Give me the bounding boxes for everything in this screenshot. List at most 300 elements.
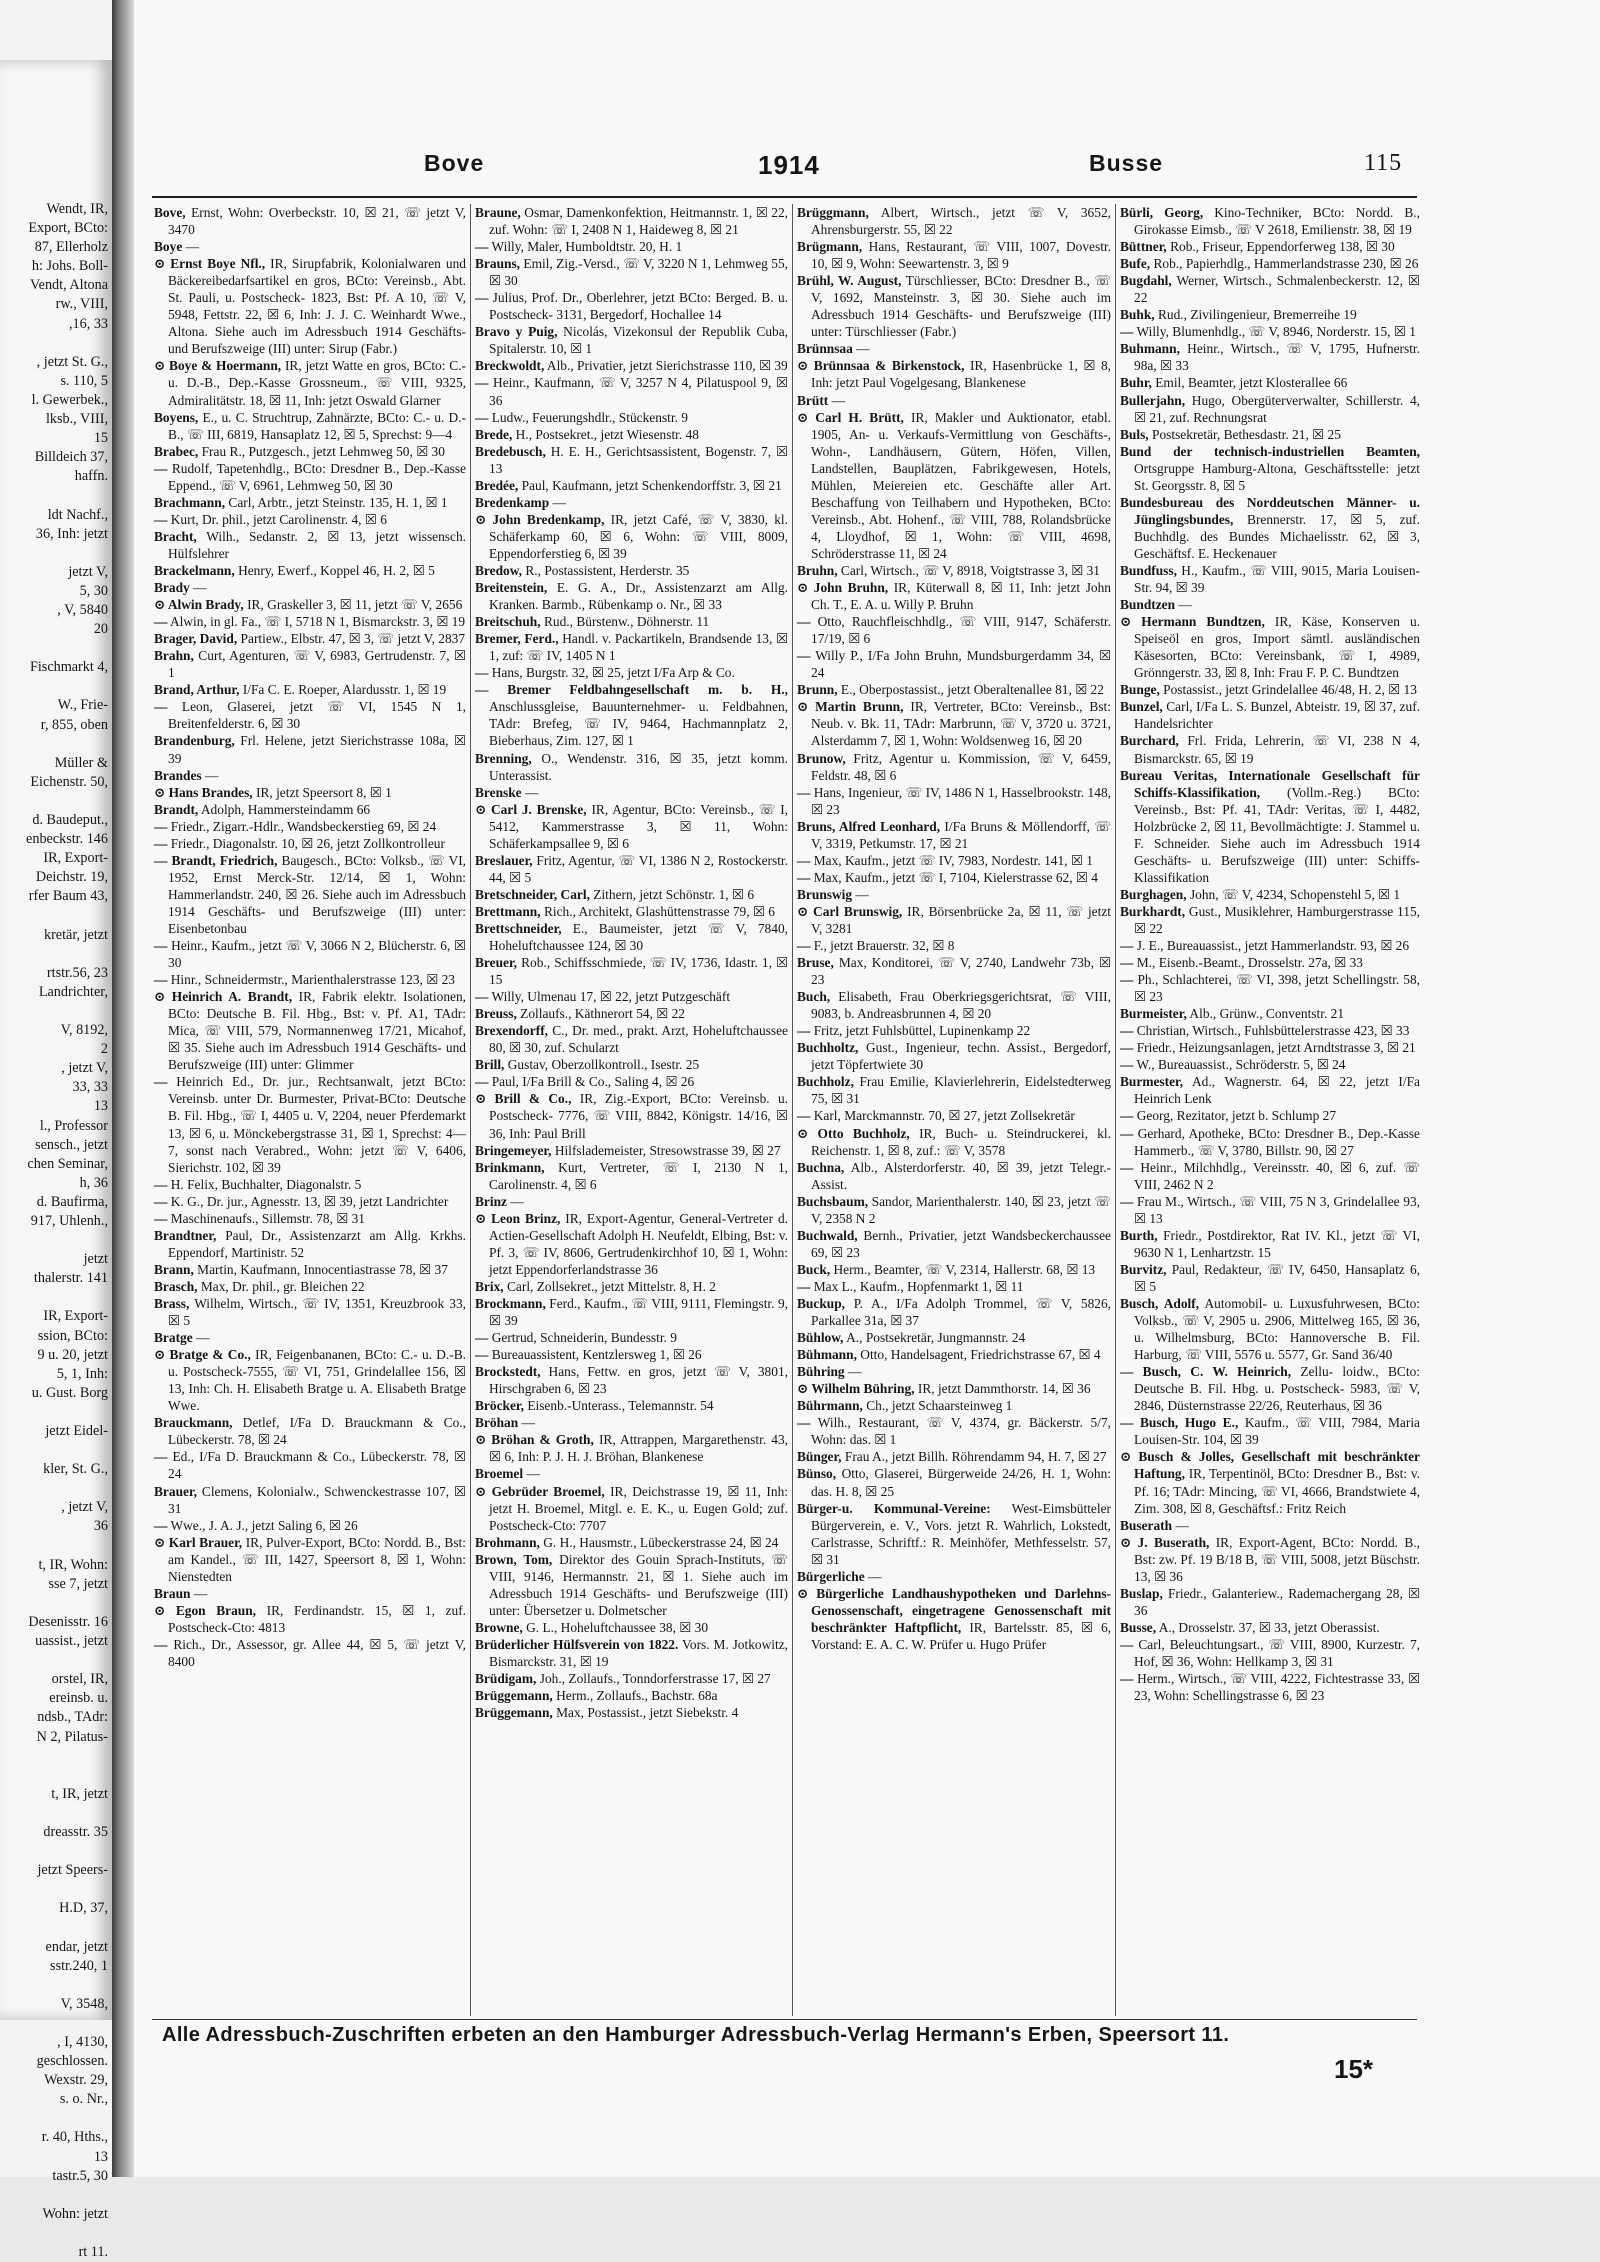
- entry-details: Direktor des Gouin Sprach-Instituts, ☏ VIII, 9146, Hermannstr. 21, ☒ 1. Siehe auch im Adressbuch 1914 Geschäfts- und Berufszweige (III) unter: Übersetzer u. Dolmetscher: [489, 1551, 788, 1618]
- entry-details: Carl, Beleuchtungsart., ☏ VIII, 8900, Kurzestr. 7, Hof, ☒ 36, Wohn: Hellkamp 3, ☒ 31: [1133, 1636, 1420, 1669]
- entry-details: Paul, I/Fa Brill & Co., Saling 4, ☒ 26: [488, 1074, 695, 1090]
- header-left-keyword: Bove: [424, 150, 485, 176]
- previous-page-line: s. 110, 5: [60, 372, 108, 389]
- entry-name: Bureau Veritas, Internationale Gesellschaft für Schiffs-Klassifikation,: [1120, 767, 1420, 800]
- entry-details: Rich., Architekt, Glashüttenstrasse 79, ☒ 6: [540, 903, 775, 919]
- directory-entry: [1120, 374, 1420, 391]
- previous-page-line: [2, 334, 108, 353]
- previous-page-line: Wendt, IR,: [46, 201, 108, 217]
- entry-details: O., Wendenstr. 316, ☒ 35, jetzt komm. Unterassist.: [489, 750, 788, 783]
- previous-page-line: [2, 677, 108, 696]
- entry-name: — Bremer Feldbahngesellschaft m. b. H.,: [475, 682, 788, 698]
- entry-details: John, ☏ V, 4234, Schopenstehl 5, ☒ 1: [1186, 886, 1401, 902]
- directory-entry: [154, 647, 466, 681]
- entry-details: E., u. C. Struchtrup, Zahnärzte, BCto: C.- u. D.-B., ☏ III, 6819, Hansaplatz 12, ☒ 5, Sprechst: 9—4: [168, 409, 466, 442]
- directory-entry: [475, 1397, 788, 1414]
- entry-name: Büttner,: [1120, 239, 1167, 255]
- entry-details: Heinr., Wirtsch., ☏ V, 1795, Hufnerstr. 98a, ☒ 33: [1134, 341, 1420, 374]
- entry-details: Max, Konditorei, ☏ V, 2740, Landwehr 73b, ☒ 23: [811, 955, 1111, 988]
- directory-entry: [475, 1022, 788, 1056]
- directory-entry: [1120, 1619, 1420, 1636]
- entry-name: Breuss,: [475, 1006, 517, 1022]
- entry-name: Bundtzen: [1120, 597, 1176, 613]
- entry-details: Frau M., Wirtsch., ☏ VIII, 75 N 3, Grindelallee 93, ☒ 13: [1133, 1193, 1420, 1226]
- entry-details: Zellu- loidw., BCto: Deutsche B. Fil. Hbg. u. Postscheck- 5983, ☏ V, 2846, Düsternstrasse 22/26, Reuterhaus, ☒ 36: [1134, 1364, 1420, 1414]
- entry-name: —: [154, 938, 168, 954]
- entry-details: Christian, Wirtsch., Fuhlsbüttelerstrasse 423, ☒ 33: [1133, 1023, 1410, 1039]
- entry-name: ⊙ Bröhan & Groth,: [475, 1432, 594, 1448]
- previous-page-line: V, 8192,: [60, 1022, 108, 1039]
- directory-entry: [475, 630, 788, 664]
- entry-details: A., Drosselstr. 37, ☒ 33, jetzt Oberassist.: [1156, 1619, 1380, 1635]
- entry-details: —: [864, 1568, 882, 1584]
- entry-name: —: [475, 375, 489, 391]
- entry-name: Buch,: [797, 989, 831, 1005]
- directory-entry: [154, 1193, 466, 1210]
- previous-page-line: , jetzt V,: [61, 1060, 108, 1077]
- entry-details: Hans, Restaurant, ☏ VIII, 1007, Dovestr. 10, ☒ 9, Wohn: Seewartenstr. 3, ☒ 9: [811, 239, 1111, 272]
- entry-name: —: [1120, 1159, 1134, 1175]
- header-right-keyword: Busse: [1089, 150, 1164, 176]
- directory-entry: [154, 852, 466, 937]
- entry-name: Burmester,: [1120, 1074, 1184, 1090]
- previous-page-line: d. Baufirma,: [36, 1193, 108, 1210]
- previous-page-line: 5, 1, Inh:: [56, 1365, 108, 1382]
- previous-page-line: [2, 1002, 108, 1021]
- column-2: [475, 204, 788, 2016]
- entry-details: Fritz, Agentur, ☏ VI, 1386 N 2, Rostockerstr. 44, ☒ 5: [489, 852, 788, 885]
- entry-name: —: [475, 665, 489, 681]
- entry-details: Leon, Glaserei, jetzt ☏ VI, 1545 N 1, Breitenfelderstr. 6, ☒ 30: [167, 699, 466, 732]
- previous-page-line: ndsb., TAdr:: [37, 1709, 108, 1726]
- entry-details: Friedr., Diagonalstr. 10, ☒ 26, jetzt Zollkontrolleur: [167, 835, 445, 851]
- previous-page-line: [2, 1766, 108, 1785]
- entry-name: —: [1120, 955, 1134, 971]
- previous-page-line: [2, 2109, 108, 2128]
- directory-entry: [154, 681, 466, 698]
- entry-name: Burth,: [1120, 1227, 1158, 1243]
- entry-details: Max L., Kaufm., Hopfenmarkt 1, ☒ 11: [810, 1278, 1024, 1294]
- entry-details: —: [549, 494, 566, 510]
- entry-name: Burchard,: [1120, 733, 1179, 749]
- directory-entry: [1120, 1073, 1420, 1107]
- previous-page-line: t, IR, Wohn:: [38, 1556, 108, 1573]
- directory-entry: [1120, 1363, 1420, 1414]
- directory-entry: [154, 1534, 466, 1585]
- entry-details: Ph., Schlachterei, ☏ VI, 398, jetzt Schellingstr. 58, ☒ 23: [1133, 972, 1420, 1005]
- entry-details: Osmar, Damenkonfektion, Heitmannstr. 1, ☒ 22, zuf. Wohn: ☏ I, 2408 N 1, Haideweg 8, ☒ 21: [489, 205, 788, 238]
- previous-page-line: 15: [93, 430, 108, 447]
- entry-name: —: [475, 239, 489, 255]
- directory-entry: [1120, 732, 1420, 766]
- directory-entry: [1120, 238, 1420, 255]
- entry-details: F., jetzt Brauerstr. 32, ☒ 8: [810, 938, 955, 954]
- directory-entry: [475, 1295, 788, 1329]
- previous-page-line: uassist., jetzt: [35, 1633, 108, 1650]
- previous-page-line: Landrichter,: [38, 983, 108, 1000]
- entry-details: —: [182, 239, 200, 255]
- entry-details: Alwin, in gl. Fa., ☏ I, 5718 N 1, Bismarckstr. 3, ☒ 19: [167, 614, 466, 630]
- previous-page-line: r, 855, oben: [40, 716, 108, 733]
- entry-details: IR, Vertreter, BCto: Vereinsb., Bst: Neub. v. Bk. 11, TAdr: Marbrunn, ☏ V, 3720 u. 3721, Alsterdamm 7, ☒ 1, Wohn: Woldsenweg 16, ☒ 20: [811, 699, 1111, 749]
- previous-page-line: [2, 792, 108, 811]
- previous-page-line: jetzt: [83, 1251, 108, 1268]
- directory-entry: [475, 664, 788, 681]
- entry-name: ⊙ John Bruhn,: [797, 580, 889, 596]
- entry-details: I/Fa Bruns & Möllendorff, ☏ V, 3319, Petkumstr. 17, ☒ 21: [811, 818, 1111, 851]
- previous-page-line: N 2, Pilatus-: [36, 1728, 108, 1745]
- directory-entry: [1120, 306, 1420, 323]
- directory-entry: [154, 1517, 466, 1534]
- entry-name: Busch, Adolf,: [1120, 1296, 1200, 1311]
- entry-name: Buserath: [1120, 1517, 1173, 1533]
- entry-details: Alb., Alsterdorferstr. 40, ☒ 39, jetzt Telegr.-Assist.: [811, 1159, 1111, 1192]
- directory-entry: [475, 954, 788, 988]
- directory-entry: [475, 204, 788, 238]
- directory-entry: [154, 1176, 466, 1193]
- previous-page-line: geschlossen.: [36, 2053, 108, 2070]
- entry-details: Rud., Zivilingenieur, Bremerreihe 19: [1154, 307, 1357, 323]
- directory-entry: [154, 698, 466, 732]
- entry-details: Werner, Wirtsch., Schmalenbeckerstr. 12, ☒ 22: [1134, 273, 1420, 306]
- previous-page-line: haffn.: [74, 468, 108, 485]
- previous-page-line: kretär, jetzt: [43, 926, 108, 943]
- entry-name: Bühmann,: [797, 1347, 857, 1363]
- previous-page-line: , V, 5840: [57, 601, 108, 618]
- column-divider: [792, 204, 793, 2016]
- signature-mark: 15*: [1334, 2054, 1374, 2084]
- entry-name: Buhmann,: [1120, 341, 1180, 357]
- entry-details: IR, Hasenbrücke 1, ☒ 8, Inh: jetzt Paul Vogelgesang, Blankenese: [811, 358, 1111, 391]
- previous-page-line: rw., VIII,: [55, 296, 108, 313]
- entry-details: Willy, Maler, Humboldtstr. 20, H. 1: [488, 239, 683, 255]
- entry-name: Bunzel,: [1120, 699, 1163, 715]
- entry-details: Hilfslademeister, Stresowstrasse 39, ☒ 27: [551, 1142, 781, 1158]
- entry-name: Brinz: [475, 1193, 507, 1209]
- entry-details: Friedr., Heizungsanlagen, jetzt Arndtstrasse 3, ☒ 21: [1133, 1040, 1416, 1056]
- entry-details: Ortsgruppe Hamburg-Altona, Geschäftsstelle: jetzt St. Georgsstr. 8, ☒ 5: [1134, 460, 1420, 493]
- entry-name: Brüggemann,: [475, 1688, 553, 1704]
- directory-entry: [154, 409, 466, 443]
- entry-details: —: [1175, 597, 1192, 613]
- directory-entry: [797, 784, 1111, 818]
- directory-entry: [797, 818, 1111, 852]
- previous-page-line: Fischmarkt 4,: [29, 659, 108, 676]
- directory-entry: [1120, 1005, 1420, 1022]
- entry-details: —: [190, 1585, 208, 1601]
- column-divider: [1115, 204, 1116, 2016]
- entry-details: Frl. Frida, Lehrerin, ☏ VI, 238 N 4, Bismarckstr. 65, ☒ 19: [1134, 733, 1420, 766]
- entry-details: —: [844, 1364, 862, 1380]
- directory-entry: [1120, 954, 1420, 971]
- directory-entry: [475, 562, 788, 579]
- directory-entry: [797, 238, 1111, 272]
- previous-page-line: Vendt, Altona: [29, 277, 108, 294]
- directory-entry: [475, 1534, 788, 1551]
- directory-entry: [797, 937, 1111, 954]
- entry-details: —: [828, 392, 845, 408]
- entry-details: IR, Makler und Auktionator, etabl. 1905, An- u. Verkaufs-Vermittlung von Geschäfts-, Wohn-, Landhäusern, Gütern, Höfen, Villen, Landstellen, Bauplätzen, Fabrikgewesen, Hotels, Mühlen, Meiereien etc. Geschäfte aller Art. Beschaffung von Teilhabern und Hypotheken, BCto: Vereinsb., Abt. Hohenf., ☏ VIII, 788, Rolandsbrücke 4, Lloydhof, ☒ 1, Wohn: ☏ VIII, 4698, Schröderstrasse 11, ☒ 24: [811, 409, 1111, 561]
- directory-entry: [797, 1295, 1111, 1329]
- entry-name: Bringemeyer,: [475, 1142, 552, 1158]
- entry-details: Bernh., Privatier, jetzt Wandsbeckerchaussee 69, ☒ 23: [811, 1227, 1111, 1260]
- entry-details: Partiew., Elbstr. 47, ☒ 3, ☏ jetzt V, 2837: [237, 631, 466, 647]
- entry-name: Brandtner,: [154, 1227, 217, 1243]
- entry-details: Otto, Glaserei, Bürgerweide 24/26, H. 1, Wohn: das. H. 8, ☒ 25: [811, 1466, 1111, 1499]
- entry-details: Friedr., Postdirektor, Rat IV. Kl., jetzt ☏ VI, 9630 N 1, Lenhartzstr. 15: [1134, 1227, 1420, 1260]
- previous-page-line: Eichenstr. 50,: [30, 773, 108, 790]
- entry-details: —: [201, 767, 219, 783]
- entry-name: Bundfuss,: [1120, 562, 1177, 578]
- entry-name: —: [1120, 1193, 1134, 1209]
- entry-name: Burghagen,: [1120, 886, 1187, 902]
- entry-details: Paul, Dr., Assistenzarzt am Allg. Krkhs. Eppendorf, Martinistr. 52: [168, 1227, 466, 1260]
- entry-details: E., Baumeister, jetzt ☏ V, 7840, Hoheluftchaussee 124, ☒ 30: [489, 920, 788, 954]
- entry-name: Bröcker,: [475, 1398, 524, 1414]
- directory-entry: [154, 511, 466, 528]
- entry-name: —: [1120, 1057, 1134, 1073]
- entry-details: Wilh., Sedanstr. 2, ☒ 13, jetzt wissensch. Hülfslehrer: [168, 528, 466, 561]
- entry-name: Breckwoldt,: [475, 358, 545, 374]
- entry-details: G. L., Hoheluftchaussee 38, ☒ 30: [522, 1619, 709, 1635]
- directory-entry: [797, 886, 1111, 903]
- column-4: [1120, 204, 1420, 2016]
- entry-details: Bureauassistent, Kentzlersweg 1, ☒ 26: [488, 1347, 702, 1363]
- entry-name: —: [475, 1330, 489, 1346]
- previous-page-line: 9 u. 20, jetzt: [37, 1346, 108, 1363]
- directory-entry: [154, 562, 466, 579]
- previous-page-strip: [0, 60, 115, 2261]
- directory-entry: [797, 272, 1111, 340]
- directory-entry: [1120, 681, 1420, 698]
- directory-entry: [475, 1210, 788, 1278]
- previous-page-line: sse 7, jetzt: [48, 1575, 108, 1592]
- directory-entry: [154, 357, 466, 408]
- directory-entry: [797, 579, 1111, 613]
- entry-name: Burmeister,: [1120, 1006, 1187, 1022]
- page-number: 115: [1364, 150, 1403, 176]
- directory-entry: [475, 1414, 788, 1431]
- directory-entry: [1120, 1517, 1420, 1534]
- directory-entry: [475, 1687, 788, 1704]
- entry-details: Carl, Wirtsch., ☏ V, 8918, Voigtstrasse 3, ☒ 31: [837, 562, 1101, 578]
- directory-entry: [154, 988, 466, 1073]
- directory-entry: [1120, 323, 1420, 340]
- previous-page-line: endar, jetzt: [45, 1938, 108, 1955]
- entry-details: Emil, Beamter, jetzt Klosterallee 66: [1151, 375, 1348, 391]
- entry-details: Ludw., Feuerungshdlr., Stückenstr. 9: [488, 409, 688, 425]
- directory-entry: [475, 784, 788, 801]
- directory-entry: [1120, 767, 1420, 886]
- directory-entry: [1120, 613, 1420, 681]
- entry-details: Herm., Wirtsch., ☏ VIII, 4222, Fichtestrasse 33, ☒ 23, Wohn: Schellingstrasse 6, ☒ 23: [1133, 1671, 1420, 1704]
- directory-entry: [154, 613, 466, 630]
- entry-details: W., Bureauassist., Schröderstr. 5, ☒ 24: [1133, 1057, 1346, 1073]
- entry-name: —: [1120, 324, 1134, 340]
- previous-page-line: ldt Nachf.,: [47, 506, 108, 523]
- directory-entry: [797, 1465, 1111, 1499]
- previous-page-line: thalerstr. 141: [33, 1270, 108, 1287]
- previous-page-line: 2: [100, 1041, 108, 1058]
- entry-details: Fritz, Agentur u. Kommission, ☏ V, 6459, Feldstr. 48, ☒ 6: [811, 750, 1111, 783]
- directory-entry: [475, 1346, 788, 1363]
- entry-name: Bredow,: [475, 562, 522, 578]
- footer-rule: [152, 2019, 1417, 2020]
- entry-name: ⊙ Carl Brunswig,: [797, 903, 903, 919]
- entry-name: Bullerjahn,: [1120, 392, 1186, 408]
- entry-details: Hans, Ingenieur, ☏ IV, 1486 N 1, Hasselbrookstr. 148, ☒ 23: [810, 784, 1111, 817]
- directory-entry: [797, 392, 1111, 409]
- directory-entry: [154, 1585, 466, 1602]
- previous-page-line: [2, 1880, 108, 1899]
- entry-name: Bredebusch,: [475, 443, 546, 459]
- previous-page-line: l. Gewerbek.,: [31, 391, 108, 408]
- previous-page-line: r. 40, Hths.,: [41, 2129, 108, 2146]
- entry-name: Buchholtz,: [797, 1040, 859, 1056]
- directory-entry: [797, 954, 1111, 988]
- directory-entry: [1120, 1636, 1420, 1670]
- previous-page-line: ereinsb. u.: [49, 1690, 108, 1707]
- entry-details: IR, Export-Agent, BCto: Nordd. B., Bst: zw. Pf. 19 B/18 B, ☏ VIII, 5008, jetzt Büschstr. 13, ☒ 36: [1134, 1534, 1420, 1584]
- directory-entry: [797, 1107, 1111, 1124]
- entry-name: —: [475, 1347, 489, 1363]
- entry-details: Gust., Musiklehrer, Hamburgerstrasse 115, ☒ 22: [1134, 903, 1420, 936]
- entry-details: Adolph, Hammersteindamm 66: [198, 801, 371, 817]
- directory-entry: [1120, 1261, 1420, 1295]
- previous-page-line: [2, 1842, 108, 1861]
- entry-name: Brix,: [475, 1278, 504, 1294]
- previous-page-line: [2, 1231, 108, 1250]
- directory-entry: [1120, 1585, 1420, 1619]
- entry-details: Willy, Ulmenau 17, ☒ 22, jetzt Putzgeschäft: [488, 989, 731, 1005]
- entry-name: Bürgerliche: [797, 1568, 865, 1584]
- previous-page-fragments: [0, 60, 112, 2262]
- column-divider: [470, 204, 471, 2016]
- entry-details: Carl, I/Fa L. S. Bunzel, Abteistr. 19, ☒ 37, zuf. Handelsrichter: [1134, 699, 1420, 732]
- entry-name: Bührmann,: [797, 1398, 863, 1414]
- entry-name: Brass,: [154, 1296, 190, 1311]
- previous-page-line: [2, 486, 108, 505]
- entry-name: Brexendorff,: [475, 1023, 549, 1039]
- previous-page-line: [2, 2014, 108, 2033]
- entry-name: Breslauer,: [475, 852, 533, 868]
- entry-name: Brockstedt,: [475, 1364, 541, 1380]
- entry-details: Carl, Zollsekret., jetzt Mittelstr. 8, H. 2: [503, 1278, 716, 1294]
- entry-name: Bunge,: [1120, 682, 1160, 698]
- entry-details: Julius, Prof. Dr., Oberlehrer, jetzt BCto: Berged. B. u. Postscheck- 3131, Bergedorf, Hochallee 14: [488, 290, 788, 323]
- entry-name: ⊙ Martin Brunn,: [797, 699, 904, 715]
- directory-entry: [1120, 494, 1420, 562]
- entry-details: Heinr., Kaufmann, ☏ V, 3257 N 4, Pilatuspool 9, ☒ 36: [488, 375, 788, 408]
- previous-page-line: tastr.5, 30: [52, 2167, 108, 2184]
- entry-name: Bürli, Georg,: [1120, 205, 1204, 220]
- entry-name: —: [797, 648, 811, 664]
- directory-entry: [154, 1414, 466, 1448]
- entry-details: Paul, Redakteur, ☏ IV, 6450, Hansaplatz 6, ☒ 5: [1134, 1261, 1420, 1294]
- entry-name: Bretschneider, Carl,: [475, 886, 590, 902]
- entry-name: Brabec,: [154, 443, 199, 459]
- directory-entry: [475, 579, 788, 613]
- entry-details: Hinr., Schneidermstr., Marienthalerstrasse 123, ☒ 23: [167, 972, 455, 988]
- entry-name: ⊙ Ernst Boye Nfl.,: [154, 256, 266, 272]
- directory-entry: [797, 613, 1111, 647]
- entry-details: IR, Buch- u. Steindruckerei, kl. Reichenstr. 1, ☒ 8, zuf.: ☏ V, 3578: [811, 1125, 1111, 1158]
- directory-entry: [797, 1073, 1111, 1107]
- entry-name: Buckup,: [797, 1296, 846, 1311]
- entry-name: ⊙ Heinrich A. Brandt,: [154, 989, 293, 1005]
- entry-details: West-Eimsbütteler Bürgerverein, e. V., Vors. jetzt R. Wahrlich, Lokstedt, Carlstrasse, Schriftf.: R. Meinhöfer, Methfesselstr. 57, ☒ 31: [811, 1500, 1111, 1567]
- entry-name: Buchholz,: [797, 1074, 854, 1090]
- entry-details: Zithern, jetzt Schönstr. 1, ☒ 6: [589, 886, 755, 902]
- previous-page-line: [2, 1804, 108, 1823]
- entry-name: ⊙ Hans Brandes,: [154, 784, 253, 800]
- directory-entry: [154, 971, 466, 988]
- entry-details: Henry, Ewerf., Koppel 46, H. 2, ☒ 5: [234, 562, 435, 578]
- book-gutter: [112, 0, 134, 2177]
- directory-entry: [797, 409, 1111, 562]
- entry-name: Buchna,: [797, 1159, 845, 1175]
- entry-name: Bove,: [154, 205, 186, 220]
- entry-name: Bühlow,: [797, 1330, 844, 1346]
- entry-details: H., Postsekret., jetzt Wiesenstr. 48: [512, 426, 699, 442]
- entry-name: Brohmann,: [475, 1534, 540, 1550]
- directory-entry: [154, 630, 466, 647]
- entry-details: Max, Postassist., jetzt Siebekstr. 4: [552, 1705, 739, 1721]
- entry-name: Brünnsaa: [797, 341, 853, 357]
- entry-name: Brüggemann,: [475, 1705, 553, 1721]
- entry-details: J. E., Bureauassist., jetzt Hammerlandstr. 93, ☒ 26: [1133, 938, 1410, 954]
- entry-name: —: [1120, 1040, 1134, 1056]
- entry-name: Brettschneider,: [475, 920, 562, 936]
- entry-details: IR, jetzt Speersort 8, ☒ 1: [252, 784, 392, 800]
- previous-page-line: , I, 4130,: [57, 2034, 108, 2050]
- previous-page-line: 36: [93, 1518, 108, 1535]
- entry-name: — Busch, Hugo E.,: [1120, 1415, 1239, 1431]
- entry-details: IR, Bartelsstr. 85, ☒ 6, Vorstand: E. A. C. W. Prüfer u. Hugo Prüfer: [811, 1619, 1111, 1652]
- entry-details: R., Postassistent, Herderstr. 35: [522, 562, 690, 578]
- entry-name: Bröhan: [475, 1415, 519, 1431]
- directory-entry: [797, 1500, 1111, 1568]
- entry-details: Carl, Arbtr., jetzt Steinstr. 135, H. 1, ☒ 1: [225, 494, 448, 510]
- entry-name: —: [1120, 1125, 1134, 1141]
- directory-entry: [154, 1261, 466, 1278]
- previous-page-line: sstr.240, 1: [50, 1957, 108, 1974]
- entry-details: G. H., Hausmstr., Lübeckerstrasse 24, ☒ 24: [539, 1534, 779, 1550]
- entry-name: Broemel: [475, 1466, 524, 1482]
- entry-name: —: [154, 1210, 168, 1226]
- entry-details: H. E. H., Gerichtsassistent, Bogenstr. 7, ☒ 13: [489, 443, 788, 476]
- directory-entry: [154, 238, 466, 255]
- entry-name: Bravo y Puig,: [475, 324, 558, 340]
- entry-name: Bund der technisch-industriellen Beamten,: [1120, 443, 1420, 459]
- entry-details: —: [1172, 1517, 1189, 1533]
- entry-name: ⊙ Egon Braun,: [154, 1602, 257, 1618]
- entry-name: —: [154, 614, 168, 630]
- directory-entry: [1120, 1670, 1420, 1704]
- entry-name: Brüggmann,: [797, 205, 869, 220]
- directory-entry: [1120, 272, 1420, 306]
- previous-page-line: V, 3548,: [60, 1995, 108, 2012]
- directory-entry: [1120, 937, 1420, 954]
- entry-details: Anschlussgleise, Bauunternehmer- u. Feldbahnen, TAdr: Brefeg, ☏ IV, 9464, Hachmannplatz 2, Bieberhaus, Zim. 127, ☒ 1: [489, 699, 788, 749]
- entry-details: IR, Pulver-Export, BCto: Nordd. B., Bst: am Kandel., ☏ III, 1427, Speersort 8, ☒ 1, Wohn: Nienstedten: [168, 1534, 466, 1584]
- previous-page-line: 33, 33: [72, 1079, 108, 1096]
- entry-details: Wwe., J. A. J., jetzt Saling 6, ☒ 26: [167, 1517, 358, 1533]
- entry-name: Brackelmann,: [154, 562, 235, 578]
- entry-name: Buchsbaum,: [797, 1193, 869, 1209]
- previous-page-line: d. Baudeput.,: [32, 812, 108, 828]
- directory-entry: [475, 903, 788, 920]
